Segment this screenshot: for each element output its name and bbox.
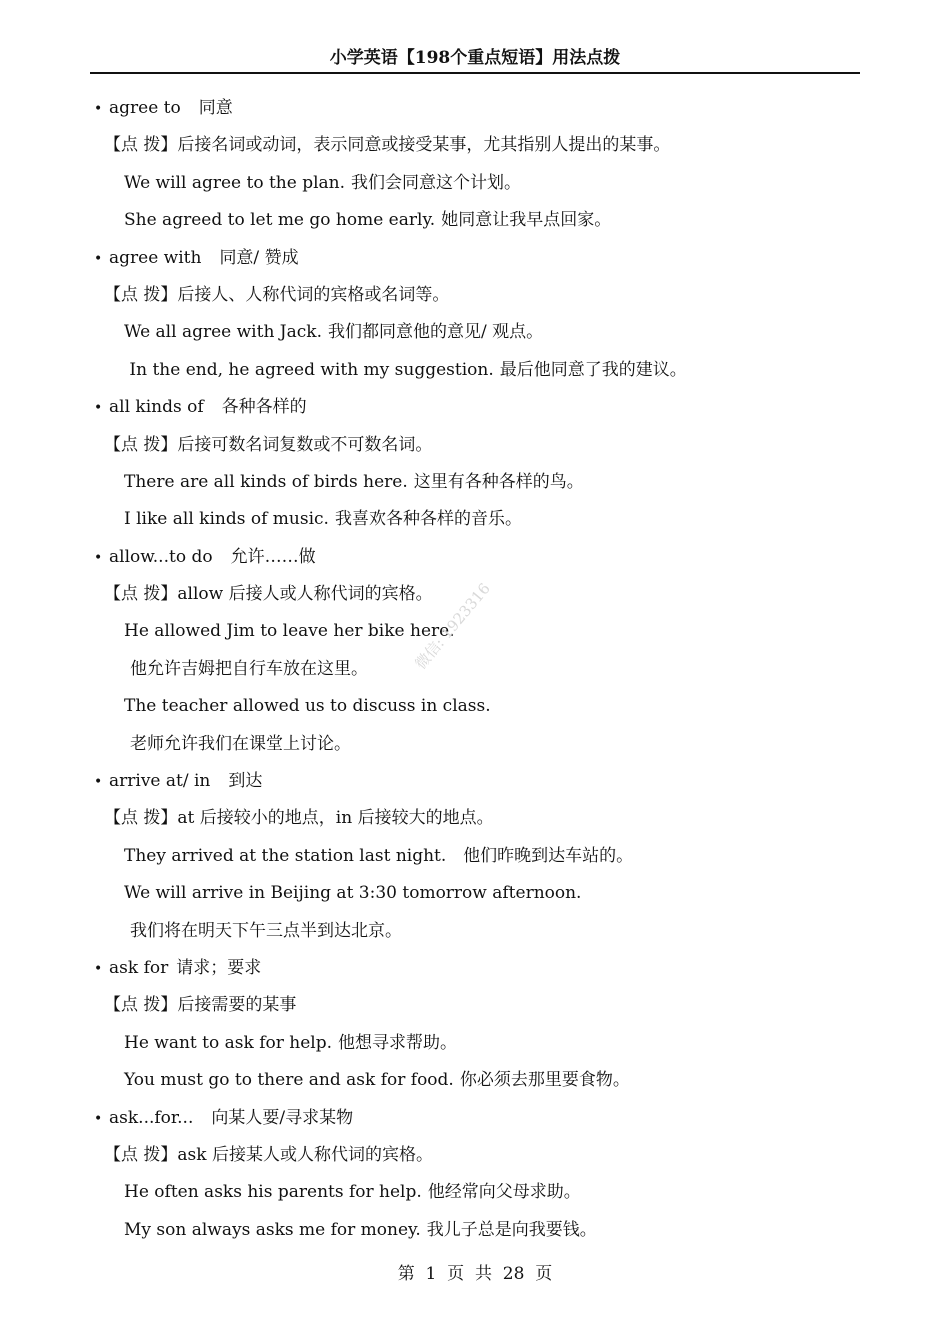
phrase-meaning: 同意 [198, 98, 233, 118]
phrase-meaning: 到达 [228, 771, 263, 792]
example-sentence [94, 165, 884, 202]
example-english: My son always asks me for money. [124, 1219, 421, 1240]
example-chinese: 他允许吉姆把自行车放在这里。 [130, 658, 368, 679]
example-english: She agreed to let me go home early. [124, 210, 436, 231]
phrase-term: allow...to do [109, 546, 213, 567]
page-footer [0, 1262, 950, 1286]
example-english: I like all kinds of music. [124, 509, 329, 530]
bullet-icon: • [94, 250, 103, 267]
example-chinese: 我儿子总是向我要钱。 [426, 1219, 597, 1240]
bullet-icon: • [94, 400, 103, 417]
usage-note: 【点 拨】allow 后接人或人称代词的宾格。 [104, 584, 433, 605]
example-chinese: 他想寻求帮助。 [337, 1032, 457, 1053]
bullet-icon: • [94, 549, 103, 566]
example-chinese: 老师允许我们在课堂上讨论。 [130, 733, 351, 754]
phrase-list [94, 90, 884, 1249]
phrase-term-line [94, 763, 884, 800]
example-english: In the end, he agreed with my suggestion. [124, 359, 494, 380]
example-sentence [94, 352, 884, 389]
example-english: We all agree with Jack. [124, 322, 322, 343]
phrase-meaning: 允许……做 [230, 546, 316, 567]
example-sentence [94, 1062, 884, 1099]
phrase-entry [94, 950, 884, 1100]
example-sentence [94, 1025, 884, 1062]
usage-note: 【点 拨】at 后接较小的地点，in 后接较大的地点。 [104, 808, 494, 829]
bullet-icon: • [94, 774, 103, 791]
usage-note: 【点 拨】后接名词或动词，表示同意或接受某事，尤其指别人提出的某事。 [104, 135, 671, 156]
example-sentence [94, 651, 884, 688]
phrase-term: ask for [109, 957, 169, 978]
phrase-term: agree to [109, 98, 181, 118]
example-sentence [94, 464, 884, 501]
example-sentence [94, 613, 884, 650]
phrase-term-line [94, 950, 884, 987]
example-sentence [94, 1174, 884, 1211]
phrase-term-line [94, 389, 884, 426]
phrase-meaning: 向某人要/寻求某物 [211, 1107, 354, 1128]
example-english: We will arrive in Beijing at 3:30 tomorrow afternoon. [124, 883, 582, 904]
phrase-meaning: 各种各样的 [221, 397, 307, 418]
phrase-entry [94, 1100, 884, 1250]
example-sentence [94, 688, 884, 725]
example-english: There are all kinds of birds here. [124, 471, 408, 492]
example-sentence [94, 913, 884, 950]
phrase-entry [94, 763, 884, 950]
example-chinese: 我们会同意这个计划。 [351, 172, 522, 193]
example-english: You must go to there and ask for food. [124, 1070, 454, 1091]
example-sentence [94, 726, 884, 763]
page-number: 第 1 页 共 28 页 [397, 1264, 553, 1284]
example-english: He allowed Jim to leave her bike here. [124, 621, 455, 642]
usage-note: 【点 拨】ask 后接某人或人称代词的宾格。 [104, 1144, 433, 1165]
example-sentence [94, 1212, 884, 1249]
example-sentence [94, 838, 884, 875]
example-chinese: 他经常向父母求助。 [427, 1182, 581, 1203]
phrase-entry [94, 389, 884, 539]
example-sentence [94, 314, 884, 351]
example-chinese: 他们昨晚到达车站的。 [452, 845, 634, 866]
usage-note: 【点 拨】后接需要的某事 [104, 995, 297, 1016]
watermark: 微信: 1923316 [411, 579, 494, 673]
usage-note: 【点 拨】后接可数名词复数或不可数名词。 [104, 434, 433, 455]
example-chinese: 最后他同意了我的建议。 [499, 359, 687, 380]
phrase-term-line [94, 1100, 884, 1137]
example-sentence [94, 875, 884, 912]
phrase-entry [94, 90, 884, 240]
page-title: 小学英语【198个重点短语】用法点拨 [329, 48, 621, 68]
example-chinese: 我喜欢各种各样的音乐。 [334, 509, 522, 530]
example-chinese: 你必须去那里要食物。 [459, 1070, 630, 1091]
bullet-icon: • [94, 101, 103, 117]
example-chinese: 这里有各种各样的鸟。 [413, 471, 584, 492]
page-header [90, 44, 860, 74]
phrase-term: agree with [109, 247, 202, 268]
example-english: He often asks his parents for help. [124, 1182, 422, 1203]
example-sentence [94, 202, 884, 239]
bullet-icon: • [94, 960, 103, 977]
phrase-meaning: 同意/ 赞成 [219, 247, 299, 268]
example-english: He want to ask for help. [124, 1032, 332, 1053]
phrase-term: arrive at/ in [109, 771, 211, 792]
phrase-meaning: 请求；要求 [176, 957, 262, 978]
example-sentence [94, 501, 884, 538]
phrase-term: all kinds of [109, 397, 204, 418]
bullet-icon: • [94, 1110, 103, 1127]
example-english: We will agree to the plan. [124, 172, 346, 193]
phrase-term: ask...for... [109, 1107, 194, 1128]
phrase-entry [94, 539, 884, 763]
example-chinese: 她同意让我早点回家。 [441, 210, 612, 231]
example-english: The teacher allowed us to discuss in class. [124, 696, 491, 717]
example-english: They arrived at the station last night. [124, 845, 447, 866]
example-chinese: 我们都同意他的意见/ 观点。 [327, 322, 544, 343]
usage-note: 【点 拨】后接人、人称代词的宾格或名词等。 [104, 284, 450, 305]
phrase-term-line [94, 240, 884, 277]
phrase-term-line [94, 539, 884, 576]
phrase-entry [94, 240, 884, 390]
example-chinese: 我们将在明天下午三点半到达北京。 [130, 920, 402, 941]
phrase-term-line [94, 90, 884, 127]
